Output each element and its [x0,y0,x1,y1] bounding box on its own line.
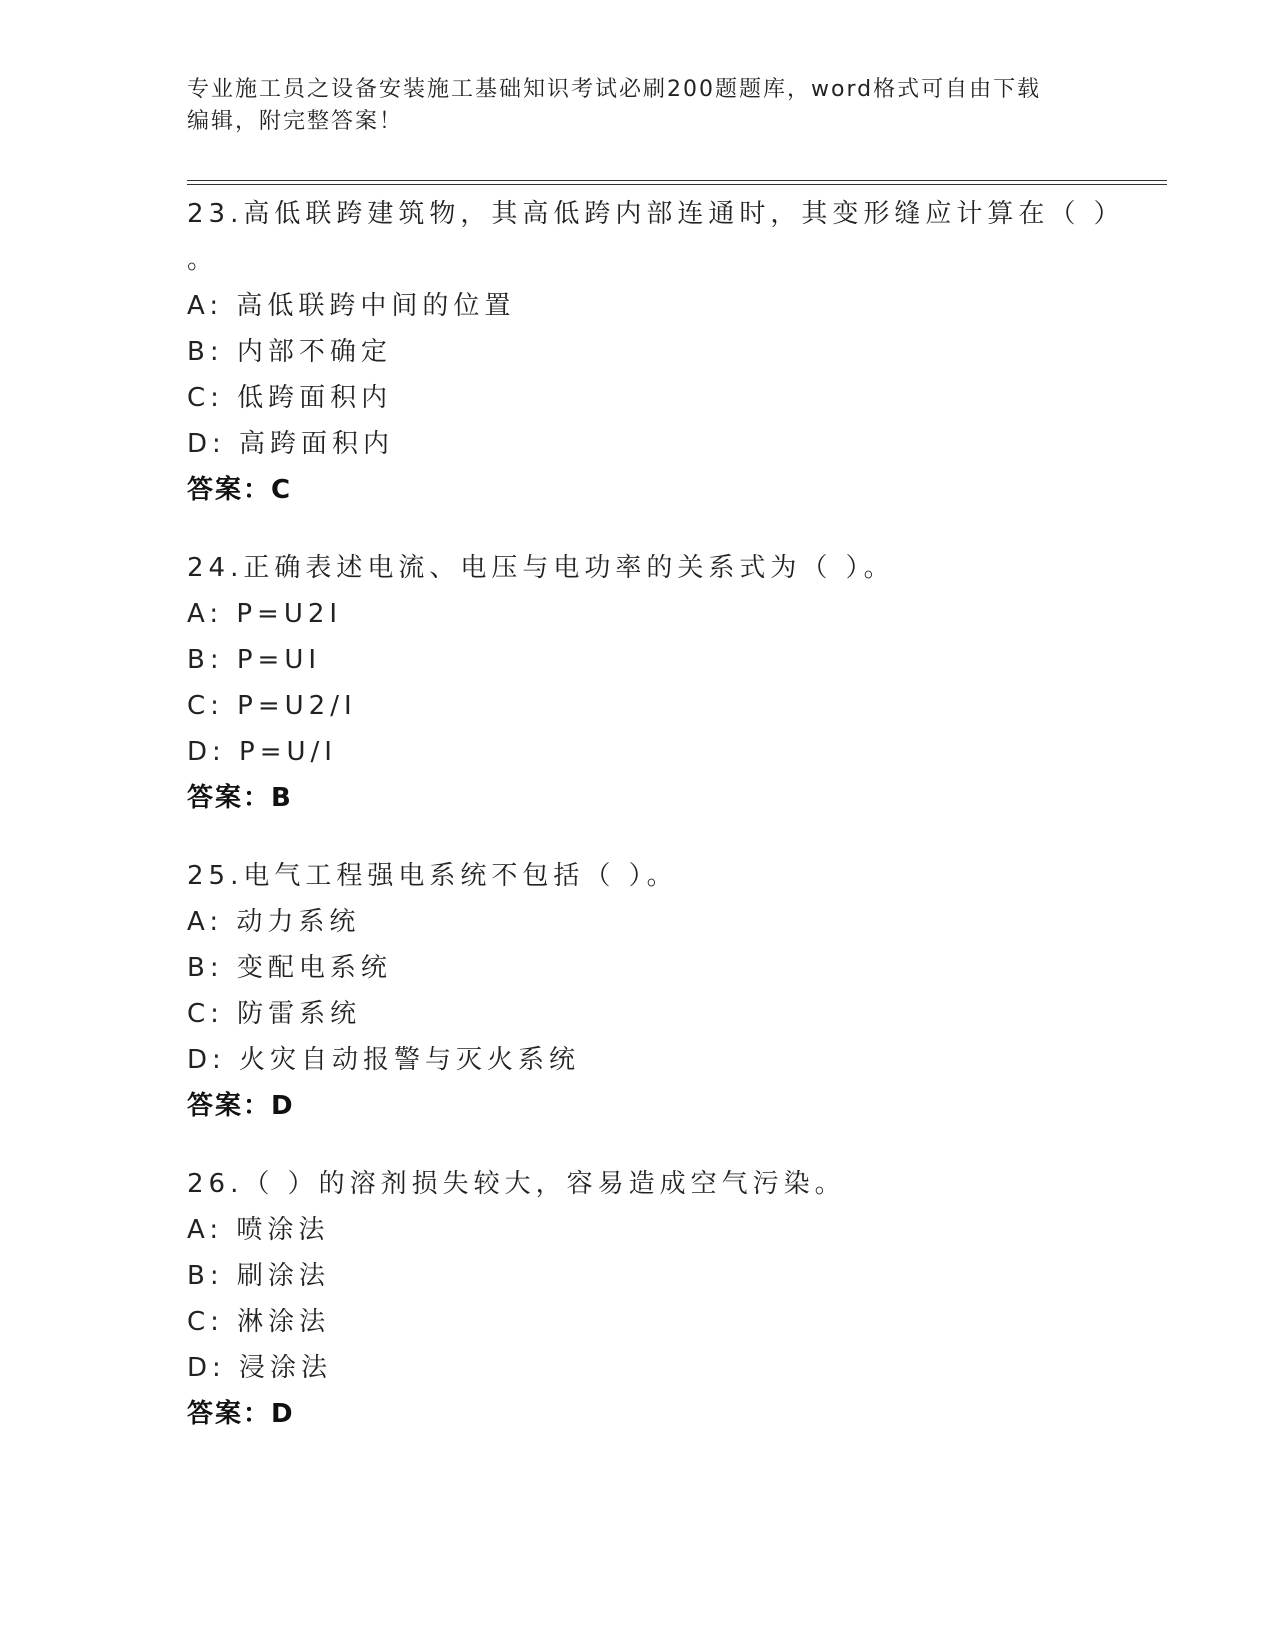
question-list [187,191,1167,1469]
header-line-2: 编辑，附完整答案！ [187,109,404,134]
question-26 [187,1161,1167,1437]
answer: 答案：C [187,475,293,505]
option-a: A: P=U2I [187,599,343,629]
question-stem-continuation: 。 [187,245,219,275]
option-b: B: 变配电系统 [187,953,392,983]
option-a: A: 喷涂法 [187,1215,330,1245]
header-line-1: 专业施工员之设备安装施工基础知识考试必刷200题题库，word格式可自由下载 [187,77,1042,102]
option-c: C: 低跨面积内 [187,383,393,413]
question-stem: 25.电气工程强电系统不包括（ ）。 [187,861,678,891]
question-23 [187,191,1167,513]
header-divider-top [187,180,1167,181]
document-page [187,0,1167,1650]
option-d: D: 高跨面积内 [187,429,395,459]
question-25 [187,853,1167,1129]
option-c: C: P=U2/I [187,691,357,721]
option-d: D: 火灾自动报警与灭火系统 [187,1045,581,1075]
question-stem: 24.正确表述电流、电压与电功率的关系式为（ ）。 [187,553,895,583]
document-header [187,74,1067,138]
option-c: C: 淋涂法 [187,1307,331,1337]
option-b: B: P=UI [187,645,322,675]
option-a: A: 动力系统 [187,907,361,937]
header-divider-bottom [187,184,1167,185]
option-d: D: 浸涂法 [187,1353,333,1383]
answer: 答案：D [187,1399,295,1429]
option-a: A: 高低联跨中间的位置 [187,291,516,321]
question-stem: 23.高低联跨建筑物，其高低跨内部连通时，其变形缝应计算在（ ） [187,199,1125,229]
option-c: C: 防雷系统 [187,999,362,1029]
question-24 [187,545,1167,821]
question-stem: 26.（ ）的溶剂损失较大，容易造成空气污染。 [187,1169,846,1199]
option-b: B: 内部不确定 [187,337,392,367]
option-d: D: P=U/I [187,737,337,767]
answer: 答案：D [187,1091,295,1121]
option-b: B: 刷涂法 [187,1261,330,1291]
answer: 答案：B [187,783,293,813]
